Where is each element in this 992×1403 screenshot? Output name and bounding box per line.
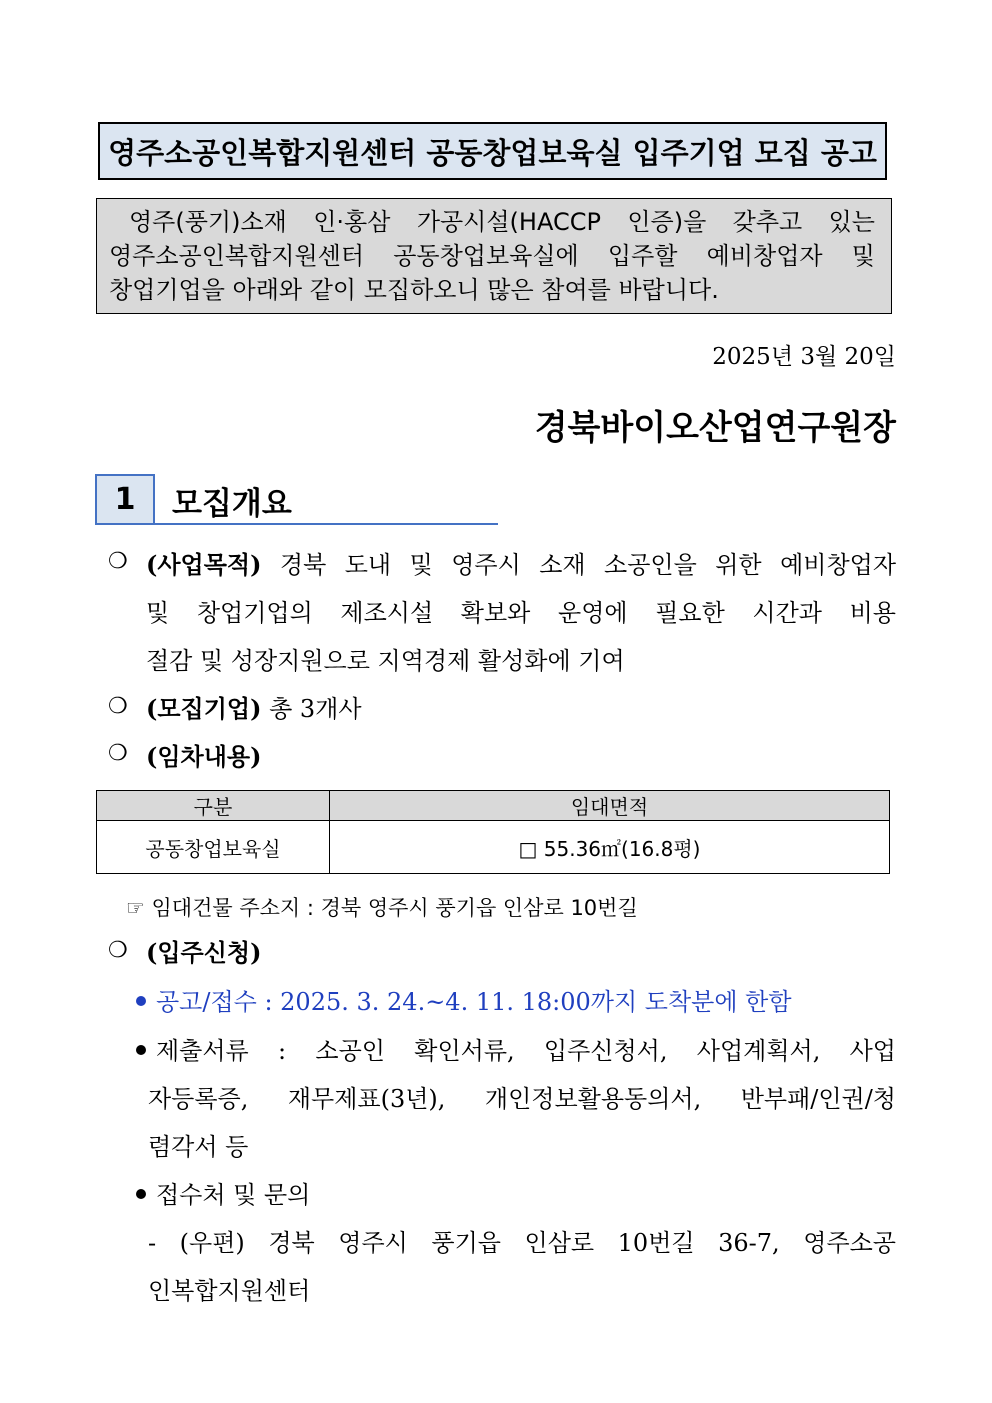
- intro-box: [96, 198, 892, 314]
- docs-line-1: 제출서류 : 소공인 확인서류, 입주신청서, 사업계획서, 사업: [136, 1031, 896, 1066]
- circle-bullet-icon: ❍: [108, 741, 128, 766]
- intro-line-3: 창업기업을 아래와 같이 모집하오니 많은 참여를 바랍니다.: [109, 276, 719, 304]
- bullet-dot-icon: [136, 1045, 146, 1055]
- docs-line-2: 자등록증, 재무제표(3년), 개인정보활용동의서, 반부패/인권/청: [148, 1085, 896, 1113]
- table-cell-area: □ 55.36㎡(16.8평): [330, 821, 890, 874]
- circle-bullet-icon: ❍: [108, 694, 128, 719]
- circle-bullet-icon: ❍: [108, 938, 128, 963]
- purpose-text-1: 경북 도내 및 영주시 소재 소공인을 위한 예비창업자: [279, 551, 896, 579]
- intro-line-1: 영주(풍기)소재 인·홍삼 가공시설(HACCP 인증)을 갖추고 있는: [129, 208, 875, 236]
- purpose-line-3: 절감 및 성장지원으로 지역경제 활성화에 기여: [146, 647, 625, 675]
- purpose-label: (사업목적): [146, 550, 262, 579]
- lease-label: (임차내용): [146, 742, 262, 771]
- notice-text: 공고/접수 : 2025. 3. 24.~4. 11. 18:00까지 도착분에 한함: [156, 988, 792, 1016]
- address-note: ☞ 임대건물 주소지 : 경북 영주시 풍기읍 인삼로 10번길: [126, 896, 638, 920]
- table-row: [97, 821, 890, 874]
- lease-table: [96, 790, 890, 874]
- section-title: 모집개요: [172, 486, 292, 522]
- contact-label: 접수처 및 문의: [156, 1181, 311, 1209]
- mail-line-2: 인복합지원센터: [148, 1277, 311, 1305]
- bullet-dot-icon: [136, 996, 146, 1006]
- document-title: [98, 122, 887, 180]
- recruit-label: (모집기업): [146, 694, 262, 723]
- recruit-text: 총 3개사: [269, 695, 362, 723]
- recruit-line: [146, 689, 362, 724]
- table-header-category: 구분: [97, 791, 330, 821]
- table-header-row: [97, 791, 890, 821]
- table-header-area: 임대면적: [330, 791, 890, 821]
- bullet-dot-icon: [136, 1189, 146, 1199]
- mail-line-1: - (우편) 경북 영주시 풍기읍 인삼로 10번길 36-7, 영주소공: [148, 1229, 896, 1257]
- contact-line: [136, 1175, 310, 1210]
- section-number: [95, 474, 155, 525]
- intro-line-2: 영주소공인복합지원센터 공동창업보육실에 입주할 예비창업자 및: [109, 242, 875, 270]
- application-label: (입주신청): [146, 938, 262, 967]
- circle-bullet-icon: ❍: [108, 549, 128, 574]
- announcement-date: 2025년 3월 20일: [712, 344, 896, 370]
- docs-line-3: 렴각서 등: [148, 1133, 249, 1161]
- section-number-text: 1: [114, 482, 136, 517]
- purpose-line-2: 및 창업기업의 제조시설 확보와 운영에 필요한 시간과 비용: [146, 599, 896, 627]
- purpose-line-1: [146, 545, 896, 580]
- section-underline: [155, 523, 498, 525]
- notice-line: [136, 982, 792, 1017]
- table-cell-category: 공동창업보육실: [97, 821, 330, 874]
- organization-name: 경북바이오산업연구원장: [534, 408, 896, 448]
- document-title-text: 영주소공인복합지원센터 공동창업보육실 입주기업 모집 공고: [108, 135, 877, 170]
